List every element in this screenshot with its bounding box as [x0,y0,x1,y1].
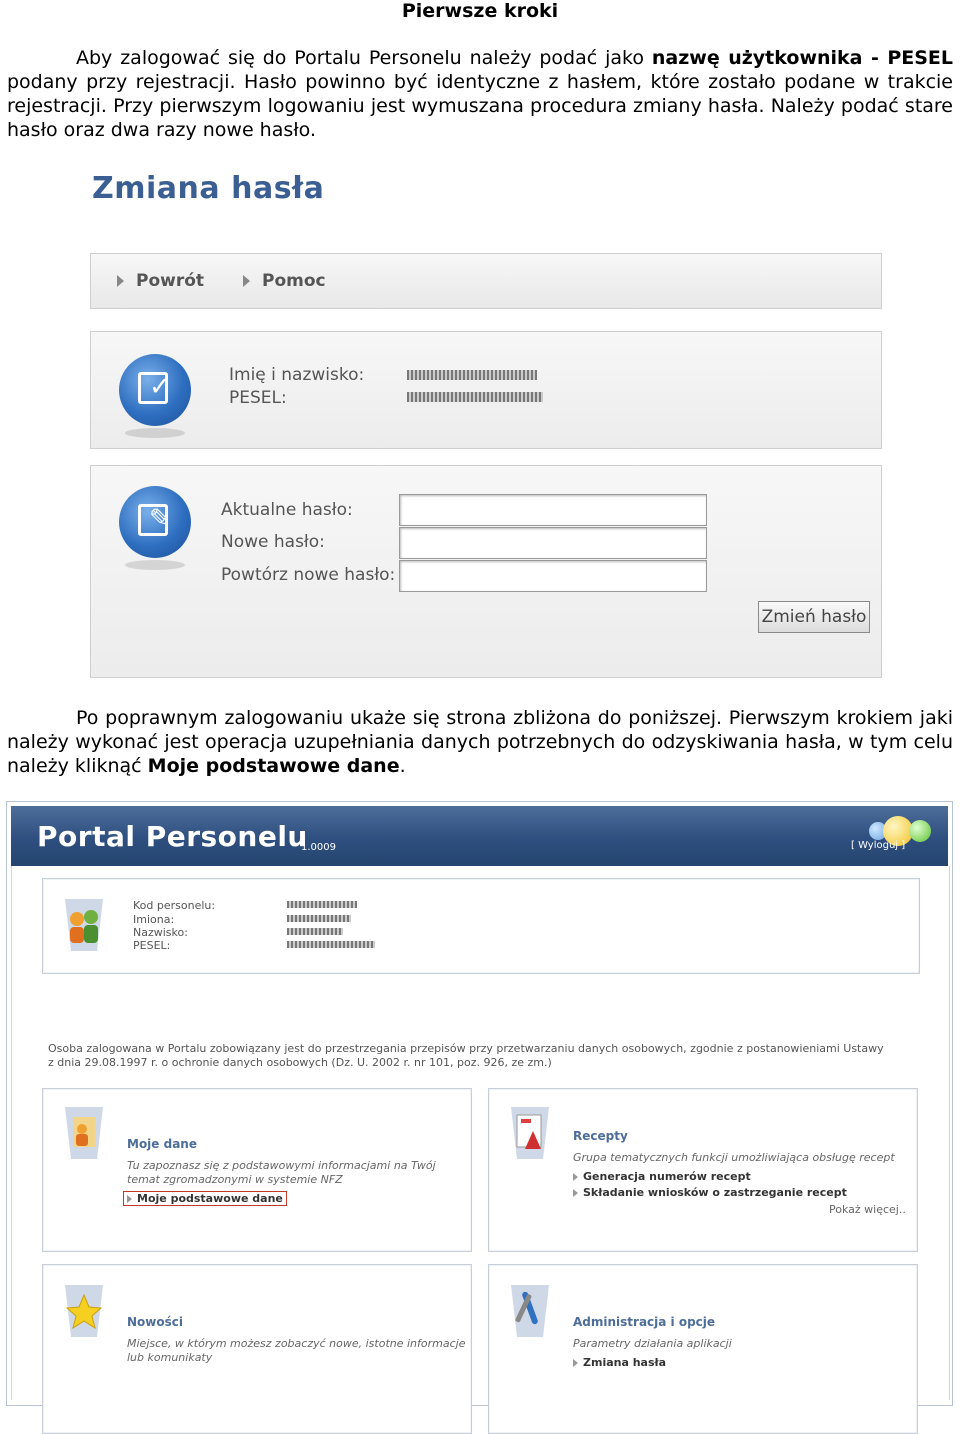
pesel-label: PESEL: [133,939,171,952]
users-icon [61,895,107,955]
first-names-label: Imiona: [133,913,175,926]
logout-link[interactable]: [ Wyloguj ] [851,840,906,851]
repeat-password-label: Powtórz nowe hasło: [221,565,396,585]
user-info-panel [90,331,882,449]
change-password-link[interactable]: Zmiana hasła [573,1356,666,1369]
masked-pesel [287,941,375,948]
my-data-description: Tu zapoznasz się z podstawowymi informacjami na Twój temat zgromadzonymi w systemie NFZ [127,1159,436,1186]
staff-code-label: Kod personelu: [133,899,216,912]
my-data-card [42,1088,472,1252]
navigation-bar [90,253,882,309]
masked-surname [287,928,343,935]
portal-screenshot [6,801,953,1406]
prescriptions-title[interactable]: Recepty [573,1129,628,1143]
tools-icon [507,1281,553,1341]
news-description: Miejsce, w którym możesz zobaczyć nowe, istotne informacje lub komunikaty [127,1337,466,1364]
arrow-right-icon [573,1359,578,1367]
surname-label: Nazwisko: [133,926,188,939]
prescription-document-icon [507,1103,553,1163]
help-link[interactable]: Pomoc [243,271,326,291]
show-more-link[interactable]: Pokaż więcej.. [829,1203,906,1216]
back-link[interactable]: Powrót [117,271,204,291]
prescriptions-description: Grupa tematycznych funkcji umożliwiająca obsługę recept [573,1151,895,1164]
star-icon [61,1281,107,1341]
arrow-right-icon [127,1195,132,1203]
intro-paragraph: Aby zalogować się do Portalu Personelu należy podać jako nazwę użytkownika - PESEL podany przy rejestracji. Hasło powinno być identyczne z hasłem, które zostało podane w trakcie rejestracji. Przy pierwszym logowaniu jest wymuszana procedura zmiany hasła. Należy podać stare hasło oraz dwa razy nowe hasło. [7,47,954,141]
privacy-notice: Osoba zalogowana w Portalu zobowiązany jest do przestrzegania przepisów przy przetwarzaniu danych osobowych, zgodnie z postanowieniami Ustawy z dnia 29.08.1997 r. o ochronie danych osobowych (Dz. U. 2002 r. nr 101, poz. 926, ze zm.) [48,1042,884,1069]
admin-card [488,1264,918,1434]
password-change-screenshot [90,165,882,680]
new-password-input[interactable] [399,527,707,559]
checklist-icon: ✓ [119,354,191,426]
arrow-right-icon [573,1189,578,1197]
folder-user-icon [61,1103,107,1163]
new-password-label: Nowe hasło: [221,532,325,552]
portal-content [11,866,950,1400]
after-login-paragraph: Po poprawnym zalogowaniu ukaże się strona zbliżona do poniższej. Pierwszym krokiem jaki należy wykonać jest operacja uzupełniania danych potrzebnych do odzyskiwania hasła, w tym celu należy kliknąć Moje podstawowe dane. [7,707,953,777]
arrow-right-icon [117,275,124,287]
document-title: Pierwsze kroki [401,0,559,22]
admin-title[interactable]: Administracja i opcje [573,1315,716,1329]
portal-header [11,806,948,866]
current-password-input[interactable] [399,494,707,526]
masked-pesel [407,392,543,402]
user-card [42,878,920,974]
generate-prescription-numbers-link[interactable]: Generacja numerów recept [573,1170,751,1183]
password-form-panel [90,465,882,678]
repeat-password-input[interactable] [399,560,707,592]
name-label: Imię i nazwisko: [229,365,365,385]
prescriptions-card [488,1088,918,1252]
admin-description: Parametry działania aplikacji [573,1337,732,1350]
password-change-title: Zmiana hasła [92,171,325,206]
edit-icon: ✎ [119,486,191,558]
portal-title: Portal Personelu [37,820,308,853]
my-basic-data-link[interactable]: Moje podstawowe dane [123,1191,287,1206]
version-label: 1.0009 [301,842,336,853]
masked-name [407,370,537,380]
arrow-right-icon [573,1173,578,1181]
my-data-title[interactable]: Moje dane [127,1137,197,1151]
pesel-label: PESEL: [229,388,287,408]
change-password-button[interactable]: Zmień hasło [758,601,870,633]
arrow-right-icon [243,275,250,287]
news-card [42,1264,472,1434]
reserve-prescriptions-link[interactable]: Składanie wniosków o zastrzeganie recept [573,1186,847,1199]
current-password-label: Aktualne hasło: [221,500,353,520]
masked-staff-code [287,901,357,908]
news-title[interactable]: Nowości [127,1315,183,1329]
masked-first-names [287,915,351,922]
